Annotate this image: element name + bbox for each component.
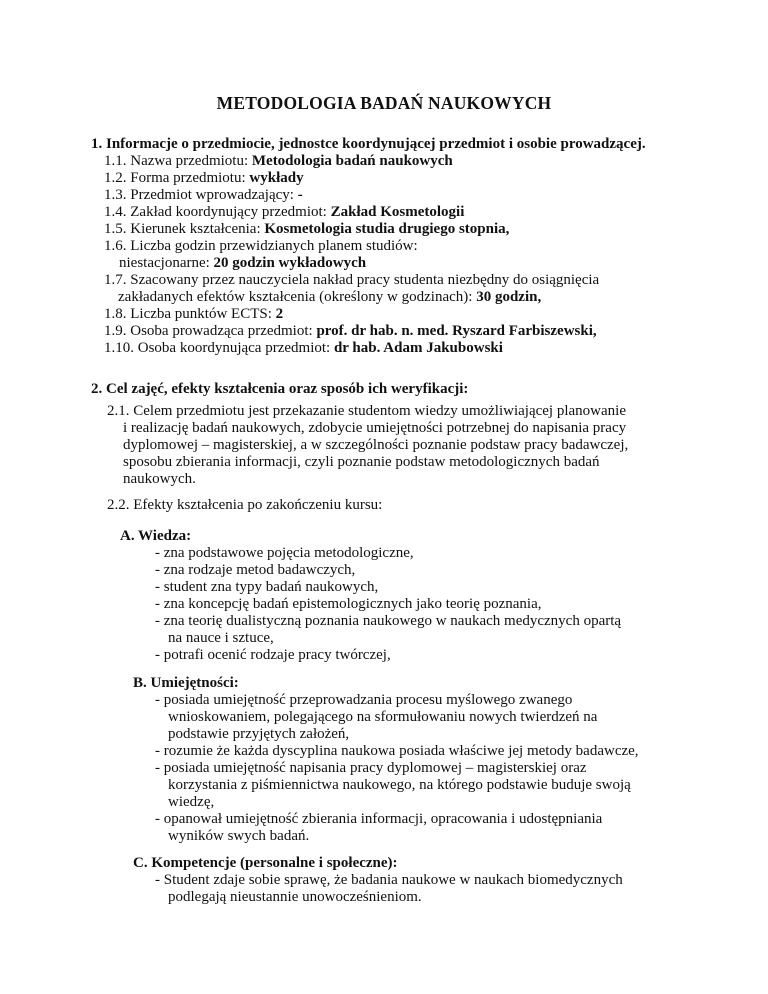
text-line: 2.2. Efekty kształcenia po zakończeniu kursu: — [107, 497, 383, 513]
list-item: - zna podstawowe pojęcia metodologiczne, — [155, 545, 414, 561]
list-item: 1.10. Osoba koordynująca przedmiot: dr hab. Adam Jakubowski — [104, 340, 503, 356]
competences-block — [0, 855, 768, 906]
list-item: - Student zdaje sobie sprawę, że badania naukowe w naukach biomedycznych — [155, 872, 623, 888]
list-item: - posiada umiejętność napisania pracy dyplomowej – magisterskiej oraz — [155, 760, 587, 776]
list-item: - zna koncepcję badań epistemologicznych jako teorię poznania, — [155, 596, 542, 612]
list-item: na nauce i sztuce, — [168, 630, 274, 646]
text-line: naukowych. — [123, 471, 196, 487]
list-item: zakładanych efektów kształcenia (określony w godzinach): 30 godzin, — [118, 289, 542, 305]
list-item: wnioskowaniem, polegającego na sformułowaniu nowych twierdzeń na — [168, 709, 598, 725]
list-item: wiedzę, — [168, 794, 215, 810]
list-item: - zna teorię dualistyczną poznania naukowego w naukach medycznych opartą — [155, 613, 622, 629]
paragraph-2-1 — [0, 403, 768, 488]
list-item: 1.3. Przedmiot wprowadzający: - — [104, 187, 303, 203]
text-line: i realizację badań naukowych, zdobycie umiejętności potrzebnej do napisania pracy — [123, 420, 627, 436]
section-1-list — [0, 153, 768, 357]
text-line: sposobu zbierania informacji, czyli poznanie podstaw metodologicznych badań — [123, 454, 600, 470]
list-item: - opanował umiejętność zbierania informacji, opracowania i udostępniania — [155, 811, 603, 827]
list-item: 1.9. Osoba prowadząca przedmiot: prof. dr hab. n. med. Ryszard Farbiszewski, — [104, 323, 597, 339]
skills-block — [0, 675, 768, 845]
skills-heading: B. Umiejętności: — [133, 675, 239, 691]
knowledge-heading: A. Wiedza: — [120, 528, 192, 544]
list-item: - student zna typy badań naukowych, — [155, 579, 379, 595]
list-item: - rozumie że każda dyscyplina naukowa posiada właściwe jej metody badawcze, — [155, 743, 639, 759]
document-title: METODOLOGIA BADAŃ NAUKOWYCH — [216, 93, 552, 113]
knowledge-block — [0, 528, 768, 664]
list-item: - potrafi ocenić rodzaje pracy twórczej, — [155, 647, 391, 663]
list-item: niestacjonarne: 20 godzin wykładowych — [119, 255, 367, 271]
text-line: 2.1. Celem przedmiotu jest przekazanie studentom wiedzy umożliwiającej planowanie — [107, 403, 626, 419]
list-item: podstawie przyjętych założeń, — [168, 726, 350, 742]
list-item: 1.4. Zakład koordynujący przedmiot: Zakład Kosmetologii — [104, 204, 465, 220]
section-2-heading: 2. Cel zajęć, efekty kształcenia oraz sposób ich weryfikacji: — [91, 381, 469, 397]
paragraph-2-2 — [0, 497, 768, 514]
list-item: - posiada umiejętność przeprowadzania procesu myślowego zwanego — [155, 692, 573, 708]
list-item: 1.5. Kierunek kształcenia: Kosmetologia studia drugiego stopnia, — [104, 221, 510, 237]
list-item: 1.8. Liczba punktów ECTS: 2 — [104, 306, 284, 322]
list-item: 1.1. Nazwa przedmiotu: Metodologia badań naukowych — [104, 153, 453, 169]
section-1-heading: 1. Informacje o przedmiocie, jednostce koordynującej przedmiot i osobie prowadzącej. — [91, 136, 646, 152]
text-line: dyplomowej – magisterskiej, a w szczególności poznanie podstaw pracy badawczej, — [123, 437, 629, 453]
list-item: 1.6. Liczba godzin przewidzianych planem studiów: — [104, 238, 418, 254]
competences-heading: C. Kompetencje (personalne i społeczne): — [133, 855, 398, 871]
list-item: 1.7. Szacowany przez nauczyciela nakład pracy studenta niezbędny do osiągnięcia — [104, 272, 600, 288]
list-item: wyników swych badań. — [168, 828, 310, 844]
list-item: 1.2. Forma przedmiotu: wykłady — [104, 170, 304, 186]
list-item: korzystania z piśmiennictwa naukowego, na którego podstawie buduje swoją — [168, 777, 631, 793]
list-item: - zna rodzaje metod badawczych, — [155, 562, 356, 578]
list-item: podlegają nieustannie unowocześnieniom. — [168, 889, 422, 905]
